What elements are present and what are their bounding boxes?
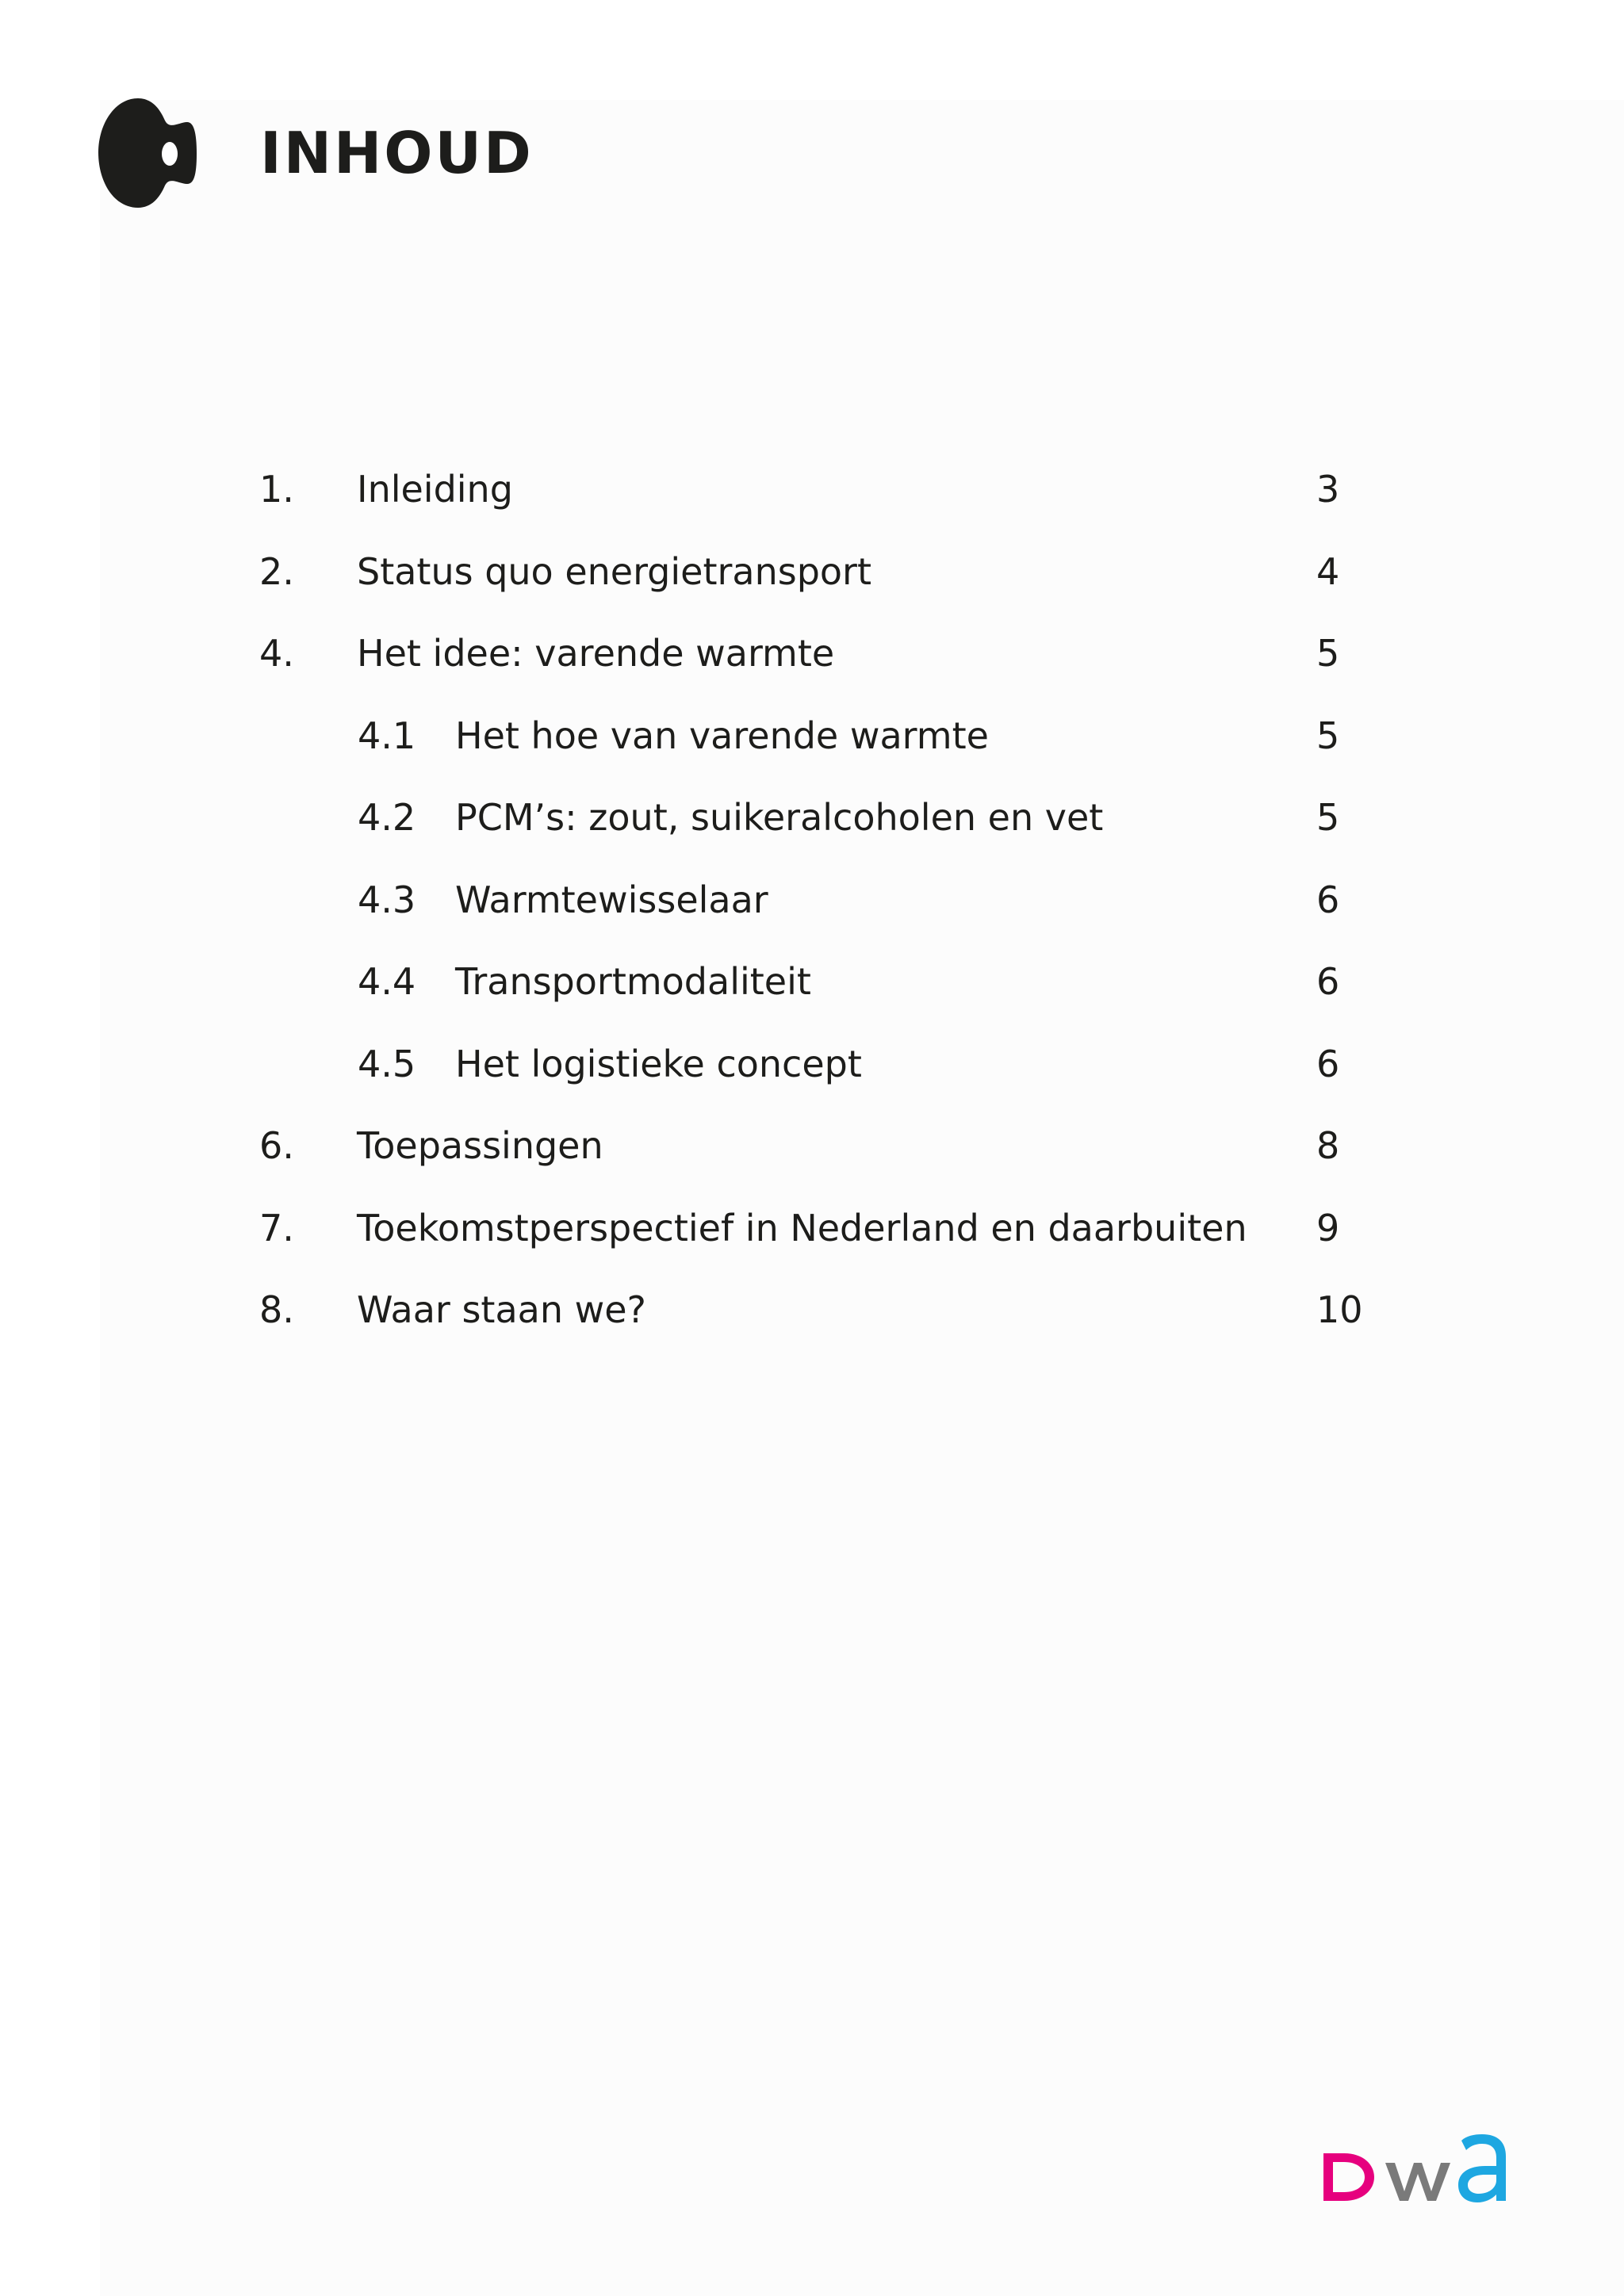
toc-entry[interactable]	[0, 790, 1624, 845]
toc-entry-page-number: 5	[1316, 796, 1340, 839]
toc-entry-title: Het logistieke concept	[455, 1043, 862, 1085]
logo-letter-a	[1458, 2134, 1506, 2202]
toc-entry-page-number: 3	[1316, 468, 1340, 511]
toc-entry[interactable]	[0, 544, 1624, 599]
toc-entry[interactable]	[0, 1118, 1624, 1173]
toc-entry[interactable]	[0, 626, 1624, 681]
toc-entry-title: Het idee: varende warmte	[357, 632, 835, 675]
page-title: INHOUD	[260, 120, 534, 186]
toc-entry-number: 4.4	[358, 960, 416, 1003]
toc-entry-title: Waar staan we?	[357, 1288, 646, 1331]
toc-entry-number: 4.5	[358, 1043, 416, 1085]
toc-entry-title: Warmtewisselaar	[455, 878, 768, 921]
toc-entry-title: PCM’s: zout, suikeralcoholen en vet	[455, 796, 1104, 839]
toc-entry[interactable]	[0, 954, 1624, 1009]
toc-entry-title: Toekomstperspectief in Nederland en daarbuiten	[357, 1207, 1247, 1249]
toc-entry-page-number: 5	[1316, 632, 1340, 675]
toc-entry-title: Het hoe van varende warmte	[455, 714, 989, 757]
toc-entry[interactable]	[0, 872, 1624, 928]
toc-entry[interactable]	[0, 461, 1624, 517]
toc-entry[interactable]	[0, 1200, 1624, 1256]
toc-entry-page-number: 10	[1316, 1288, 1363, 1331]
toc-entry-page-number: 6	[1316, 960, 1340, 1003]
logo-letter-w	[1385, 2163, 1450, 2201]
toc-entry-number: 4.1	[358, 714, 416, 757]
toc-entry-number: 4.3	[358, 878, 416, 921]
toc-entry-number: 8.	[259, 1288, 294, 1331]
toc-entry[interactable]	[0, 708, 1624, 763]
toc-entry[interactable]	[0, 1282, 1624, 1337]
toc-entry-number: 4.2	[358, 796, 416, 839]
toc-entry-number: 6.	[259, 1124, 294, 1167]
toc-entry-page-number: 9	[1316, 1207, 1340, 1249]
toc-entry-number: 1.	[259, 468, 294, 511]
toc-entry-title: Transportmodaliteit	[455, 960, 811, 1003]
toc-entry-page-number: 6	[1316, 878, 1340, 921]
logo-letter-d	[1323, 2153, 1374, 2201]
toc-entry-number: 4.	[259, 632, 294, 675]
toc-entry-number: 7.	[259, 1207, 294, 1249]
toc-entry-title: Inleiding	[357, 468, 513, 511]
toc-entry-number: 2.	[259, 550, 294, 593]
toc-entry-title: Status quo energietransport	[357, 550, 872, 593]
toc-entry-page-number: 6	[1316, 1043, 1340, 1085]
toc-entry-page-number: 5	[1316, 714, 1340, 757]
toc-entry-title: Toepassingen	[357, 1124, 603, 1167]
toc-entry[interactable]	[0, 1036, 1624, 1092]
toc-entry-page-number: 4	[1316, 550, 1340, 593]
toc-entry-page-number: 8	[1316, 1124, 1340, 1167]
dwa-logo	[1312, 2125, 1534, 2212]
